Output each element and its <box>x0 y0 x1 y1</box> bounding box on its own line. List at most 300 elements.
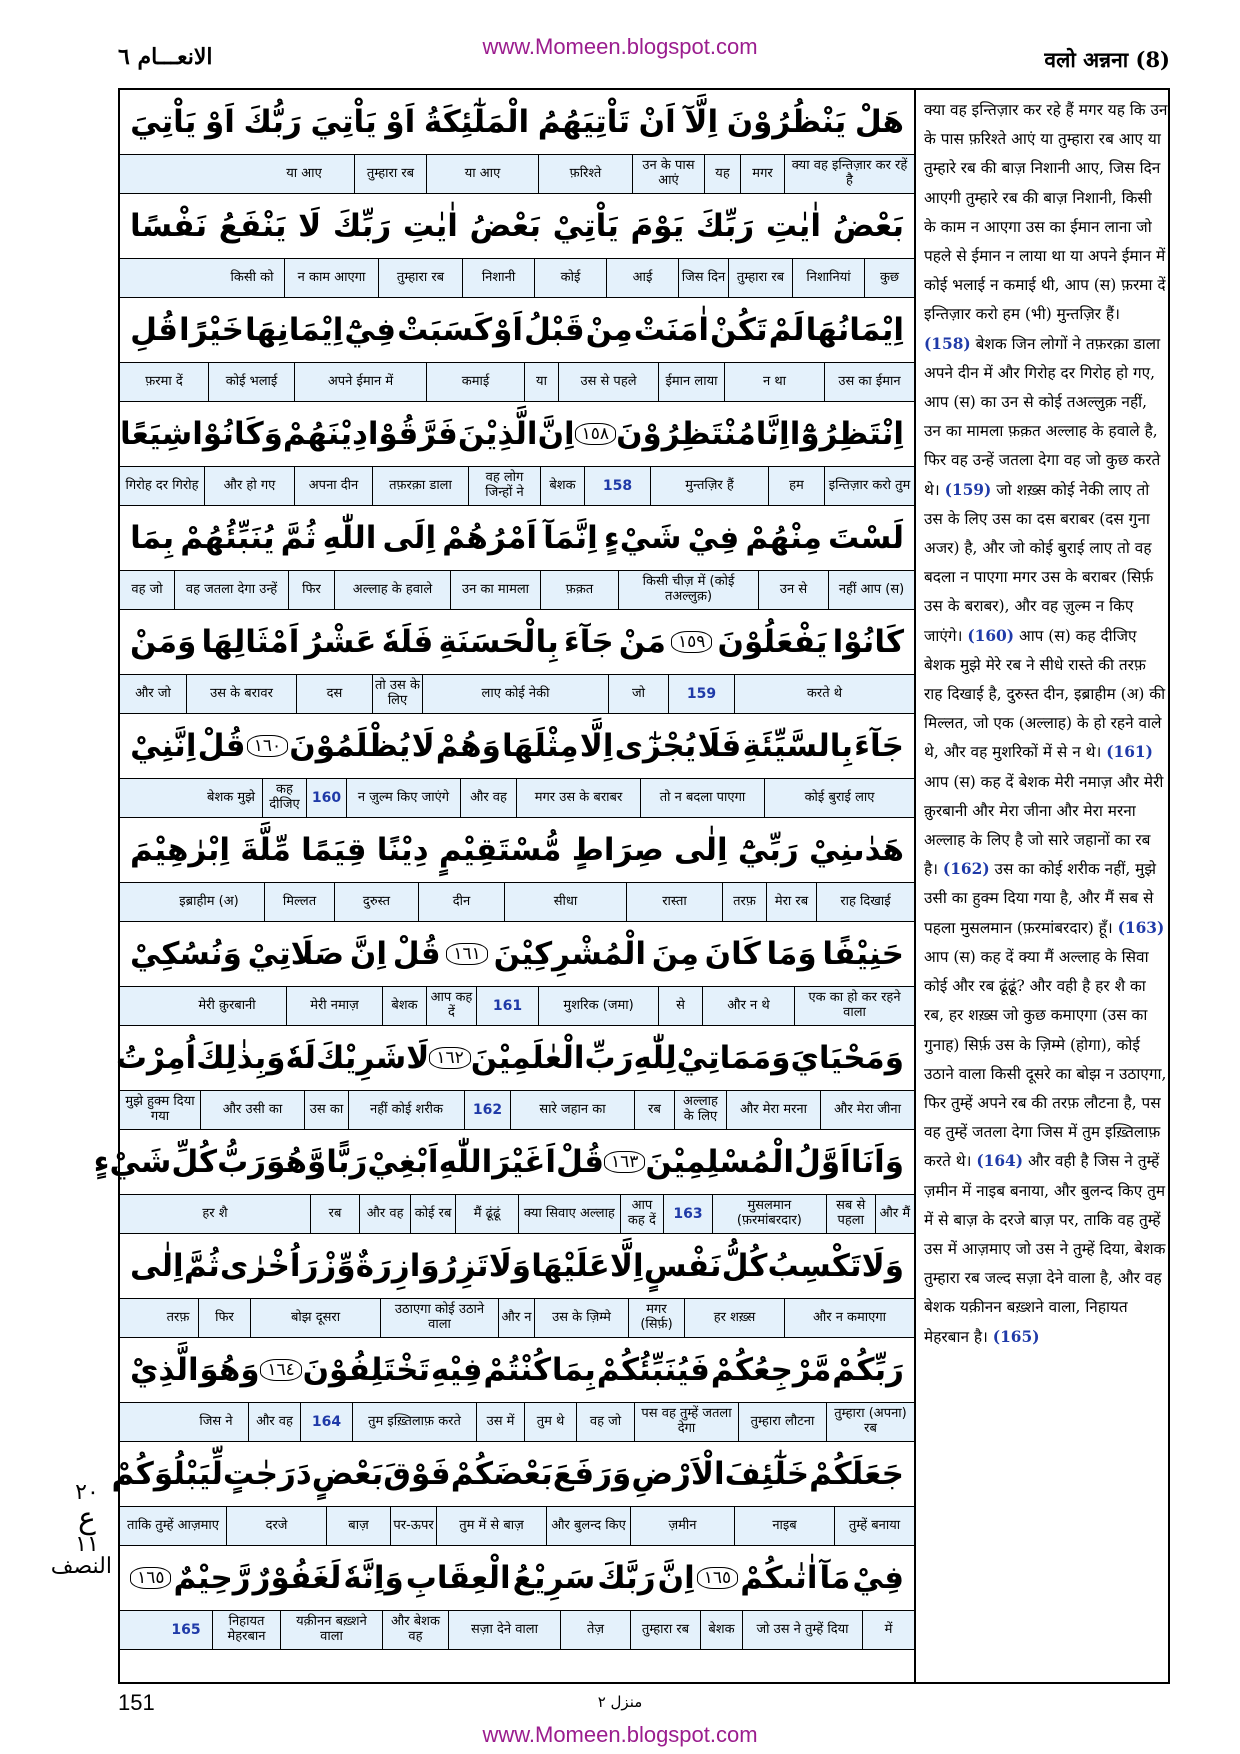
gloss-cell: और न कमाएगा <box>784 1299 914 1337</box>
gloss-cell: सज़ा देने वाला <box>448 1611 560 1649</box>
arabic-word: هَلْ <box>854 104 904 140</box>
gloss-cell: आई <box>606 259 678 297</box>
arabic-word: عَشْرُ <box>304 624 377 660</box>
ruku-count: ٢٠ <box>75 1480 99 1505</box>
ruku-sign: ع <box>78 1501 96 1536</box>
arabic-word: كَانَ <box>704 936 761 972</box>
gloss-cell: ज़मीन <box>630 1507 734 1545</box>
arabic-line <box>120 402 914 466</box>
gloss-cell: और मेरा जीना <box>820 1091 914 1129</box>
gloss-cell: अपना दीन <box>294 467 372 505</box>
arabic-word: اِبْرٰهِيْمَ <box>130 832 231 868</box>
arabic-word: مَآ <box>819 1560 851 1596</box>
arabic-word: دِيْنًا <box>376 832 429 868</box>
arabic-word: فَرَّقُوْا <box>367 416 458 452</box>
arabic-word: تَكُنْ <box>710 312 768 348</box>
arabic-line <box>120 90 914 154</box>
gloss-cell: उन का मामला <box>450 571 540 609</box>
column-divider <box>914 88 916 1684</box>
gloss-cell: तरफ़ <box>166 1309 190 1325</box>
gloss-cell: बाज़ <box>326 1507 390 1545</box>
gloss-cell: मगर (सिर्फ़) <box>628 1299 684 1337</box>
arabic-word: يَاْتِيَ <box>310 104 377 140</box>
arabic-word: جَآءَ <box>854 728 904 764</box>
arabic-word: لَسْتَ <box>827 520 904 556</box>
gloss-cell: तुम थे <box>524 1403 576 1441</box>
arabic-word: رَّحِيْمٌ <box>173 1560 251 1596</box>
arabic-word: بَعْضُ <box>469 208 541 244</box>
arabic-word: اُمِرْتُ <box>115 1040 197 1076</box>
gloss-cell: तो उस के लिए <box>372 675 422 713</box>
arabic-line <box>120 922 914 986</box>
gloss-cell: तुम्हारा लौटना <box>738 1403 826 1441</box>
arabic-word: اِيْمَانِهَا <box>244 312 344 348</box>
gloss-cell: एक का हो कर रहने वाला <box>794 987 914 1025</box>
arabic-word: اللّٰهِ <box>322 520 377 556</box>
gloss-cell: फिर <box>198 1299 250 1337</box>
gloss-row <box>120 1610 914 1650</box>
translation-ayah-number: (165) <box>992 1327 1040 1346</box>
arabic-word: وَكَانُوْا <box>192 416 283 452</box>
arabic-word: الْاَرْضِ <box>631 1456 725 1492</box>
arabic-word: اِنَّنِيْ <box>130 728 197 764</box>
gloss-row <box>120 154 914 194</box>
arabic-word: وَّهُوَ <box>266 1144 327 1180</box>
gloss-row <box>120 882 914 922</box>
gloss-cell: और वह <box>359 1195 410 1233</box>
translation-column <box>924 96 1168 1352</box>
gloss-cell: उस का ईमान <box>824 363 914 401</box>
arabic-word: تَاْتِيَهُمُ <box>537 104 631 140</box>
translation-verse: और वही है जिस ने तुम्हें ज़मीन में नाइब बनाया, और बुलन्द किए तुम में से बाज़ के दरजे बाज़ पर, ताकि वह तुम्हें उस में आज़माए जो उस ने तुम्हें दिया, बेशक तुम्हारा रब जल्द सज़ा देने वाला है, और वह बेशक यक़ीनन बख़्शने वाला, निहायत मेहरबान है। <box>924 1152 1166 1346</box>
arabic-word: بِالسَّيِّئَةِ <box>742 728 854 764</box>
arabic-word: لَا <box>406 1040 430 1076</box>
arabic-word: اِنَّمَآ <box>543 520 598 556</box>
arabic-word: لَغَفُوْرٌ <box>252 1560 342 1596</box>
gloss-cell: लाए कोई नेकी <box>422 675 608 713</box>
arabic-line <box>115 1026 914 1090</box>
arabic-word: يُظْلَمُوْنَ <box>289 728 411 764</box>
gloss-row <box>120 362 914 402</box>
arabic-word: تَكْسِبُ <box>767 1248 862 1284</box>
arabic-word: اِلَّآ <box>684 104 719 140</box>
arabic-word: مِثْلَهَا <box>502 728 579 764</box>
arabic-word: اَبْغِيْ <box>367 1144 439 1180</box>
arabic-word: رَبًّا <box>326 1144 368 1180</box>
arabic-word: اِلَّا <box>609 1248 644 1284</box>
ayah-number-mark: ١٦٥ <box>130 1567 171 1589</box>
gloss-cell: उठाएगा कोई उठाने वाला <box>380 1299 498 1337</box>
ayah-number-mark: ١٦٥ <box>697 1567 738 1589</box>
gloss-cell: सब से पहला <box>826 1195 875 1233</box>
arabic-word: اِلٰى <box>674 832 728 868</box>
arabic-word: صِرَاطٍ <box>571 832 664 868</box>
gloss-cell: वह जो <box>131 581 163 597</box>
arabic-word: اِنَّ <box>657 1560 695 1596</box>
gloss-cell: यह <box>704 155 740 193</box>
gloss-cell: मुन्तज़िर हैं <box>650 467 768 505</box>
gloss-cell: निशानियां <box>792 259 864 297</box>
arabic-word: قُلْ <box>197 728 246 764</box>
arabic-word: قِيَمًا <box>301 832 367 868</box>
arabic-word: اللّٰهِ <box>438 1144 493 1180</box>
arabic-word: رَبُّ <box>217 1144 267 1180</box>
arabic-word: مِنْهُمْ <box>745 520 822 556</box>
gloss-cell: फ़रमा दें <box>145 373 183 389</box>
gloss-cell: कोई <box>534 259 606 297</box>
arabic-word: اَوَّلُ <box>794 1144 851 1180</box>
arabic-word: فِيْهِ <box>430 1352 483 1388</box>
gloss-row <box>120 466 914 506</box>
arabic-line <box>120 818 914 882</box>
ayah-number-mark: ١٦٤ <box>260 1359 301 1381</box>
translation-ayah-number: (160) <box>967 626 1015 645</box>
ayah-number-mark: ١٦٢ <box>429 1047 470 1069</box>
arabic-word: دِيْنَهُمْ <box>282 416 368 452</box>
arabic-line <box>120 1234 914 1298</box>
gloss-cell: कोई रब <box>410 1195 455 1233</box>
gloss-row <box>120 1090 914 1130</box>
arabic-word: هَدٰىنِيْ <box>808 832 904 868</box>
arabic-word: اَغَيْرَ <box>492 1144 557 1180</box>
gloss-cell: ताकि तुम्हें आज़माए <box>127 1517 219 1533</box>
gloss-cell: में <box>862 1611 914 1649</box>
gloss-row <box>120 1194 914 1234</box>
para-title: वलो अन्नना (8) <box>1044 47 1170 72</box>
gloss-cell: तुम्हारा (अपना) रब <box>826 1403 914 1441</box>
translation-ayah-number: (164) <box>976 1152 1024 1171</box>
site-url-top[interactable]: www.Momeen.blogspot.com <box>482 34 758 59</box>
page-number: 151 <box>118 1690 155 1715</box>
gloss-cell: तुम में से बाज़ <box>436 1507 546 1545</box>
arabic-word: الْمُسْلِمِيْنَ <box>645 1144 795 1180</box>
arabic-word: بِمَا <box>130 520 175 556</box>
arabic-word: جَعَلَكُمْ <box>809 1456 904 1492</box>
arabic-word: اٰيٰتِ <box>765 208 821 244</box>
gloss-cell: नहीं कोई शरीक <box>348 1091 464 1129</box>
arabic-word: فَلَهٗ <box>381 624 434 660</box>
arabic-word: بَعْضَكُمْ <box>450 1456 553 1492</box>
gloss-cell: तुम्हारा रब <box>354 155 426 193</box>
arabic-word: مِنْ <box>585 312 633 348</box>
translation-ayah-number: (162) <box>942 860 990 879</box>
arabic-word: كُنْتُمْ <box>483 1352 552 1388</box>
gloss-cell: करते थे <box>734 675 914 713</box>
translation-verse: आप (स) कह दें क्या मैं अल्लाह के सिवा कोई और रब ढूंढूं? और वही है हर शै का रब, हर शख़्स जो कुछ कमाएगा (उस का गुनाह) सिर्फ़ उस के ज़िम्मे (होगा), कोई उठाने वाला किसी दूसरे का बोझ न उठाएगा, फिर तुम्हें अपने रब की तरफ़ लौटना है, पस वह तुम्हें जतला देगा जिस में तुम इख़्तिलाफ़ करते थे। <box>924 947 1167 1171</box>
arabic-line <box>120 506 914 570</box>
arabic-word: اَنْ <box>638 104 676 140</box>
arabic-word: فِيْ <box>852 1560 904 1596</box>
gloss-cell: दीन <box>418 883 504 921</box>
arabic-word: لِلّٰهِ <box>633 1040 677 1076</box>
gloss-cell: जो <box>608 675 668 713</box>
gloss-cell: मुझे हुक्म दिया गया <box>125 1094 195 1124</box>
arabic-line <box>120 298 914 362</box>
gloss-cell: और बुलन्द किए <box>546 1507 630 1545</box>
arabic-word: وَازِرَةٌ <box>355 1248 440 1284</box>
translation-verse: उस का कोई शरीक नहीं, मुझे उसी का हुक्म दिया गया है, और मैं सब से पहला मुसलमान (फ़रमांबरदार) हूँ। <box>924 860 1156 937</box>
arabic-line <box>120 1546 914 1610</box>
gloss-cell: कुछ <box>864 259 914 297</box>
arabic-word: مُّسْتَقِيْمٍ <box>438 832 562 868</box>
arabic-word: يَنْفَعُ <box>218 208 287 244</box>
arabic-word: كَسَبَتْ <box>397 312 493 348</box>
arabic-word: اِنَّ <box>349 936 387 972</box>
arabic-word: مِّلَّةَ <box>240 832 291 868</box>
gloss-cell: तुम्हारा रब <box>728 259 792 297</box>
arabic-word: اٰمَنَتْ <box>633 312 710 348</box>
gloss-cell: मुशरिक (जमा) <box>538 987 658 1025</box>
gloss-cell: इन्तिज़ार करो तुम <box>824 467 914 505</box>
arabic-word: حَنِيْفًا <box>822 936 904 972</box>
arabic-word: اٰتٰىكُمْ <box>740 1560 818 1596</box>
arabic-word: وَهُوَ <box>199 1352 260 1388</box>
arabic-word: يَاْتِيَ <box>130 104 197 140</box>
arabic-word: دَرَجٰتٍ <box>222 1456 312 1492</box>
gloss-cell: आप कह दें <box>426 987 476 1025</box>
surah-title: الانعـــام ٦ <box>118 44 213 70</box>
gloss-cell: आप कह दें <box>620 1195 663 1233</box>
gloss-cell: उस से पहले <box>558 363 658 401</box>
arabic-word: قُلْ <box>392 936 441 972</box>
arabic-word: اٰيٰتِ <box>402 208 458 244</box>
arabic-word: شَرِيْكَ <box>315 1040 407 1076</box>
arabic-word: بِالْحَسَنَةِ <box>438 624 559 660</box>
gloss-cell: किसी चीज़ में (कोई तअल्लुक़) <box>618 571 758 609</box>
arabic-word: وَمَنْ <box>130 624 197 660</box>
gloss-row <box>120 258 914 298</box>
gloss-cell: न काम आएगा <box>284 259 378 297</box>
gloss-cell: पस वह तुम्हें जतला देगा <box>634 1403 738 1441</box>
gloss-cell: अपने ईमान में <box>294 363 426 401</box>
gloss-cell: बोझ दूसरा <box>250 1299 380 1337</box>
arabic-word: فِيْٓ <box>344 312 397 348</box>
gloss-cell: इब्राहीम (अ) <box>179 893 239 909</box>
ayah-number-mark: ١٦١ <box>446 943 487 965</box>
gloss-cell: तुम्हारा रब <box>630 1611 700 1649</box>
gloss-ayah-number: 162 <box>464 1091 510 1129</box>
gloss-cell: क्या वह इन्तिज़ार कर रहें है <box>784 155 914 193</box>
gloss-ayah-number: 164 <box>300 1403 352 1441</box>
arabic-word: مَّرْجِعُكُمْ <box>710 1352 832 1388</box>
gloss-cell: उस के बरावर <box>186 675 296 713</box>
arabic-word: لَهٗ <box>285 1040 316 1076</box>
gloss-cell: फ़क़त <box>540 571 618 609</box>
gloss-cell: जो उस ने तुम्हें दिया <box>742 1611 862 1649</box>
arabic-word: وَاَنَا <box>850 1144 904 1180</box>
gloss-cell: या <box>524 363 558 401</box>
arabic-word: وَنُسُكِيْ <box>130 936 242 972</box>
arabic-word: اِلَى <box>382 520 437 556</box>
gloss-cell: मेरी नमाज़ <box>286 987 382 1025</box>
gloss-cell: हम <box>768 467 824 505</box>
arabic-word: وَمَحْيَايَ <box>790 1040 904 1076</box>
gloss-cell: और मेरा मरना <box>726 1091 820 1129</box>
arabic-word: اَمْثَالِهَا <box>201 624 300 660</box>
gloss-cell: दस <box>296 675 372 713</box>
gloss-cell: या आए <box>286 165 322 181</box>
arabic-word: وَبِذٰلِكَ <box>196 1040 286 1076</box>
gloss-cell: कमाई <box>426 363 524 401</box>
gloss-cell: फिर <box>288 571 334 609</box>
gloss-row <box>120 1298 914 1338</box>
gloss-cell: बेशक <box>382 987 426 1025</box>
gloss-row <box>120 570 914 610</box>
gloss-cell: नाइब <box>734 1507 834 1545</box>
translation-verse: बेशक जिन लोगों ने तफ़रक़ा डाला अपने दीन में और गिरोह दर गिरोह हो गए, आप (स) का उन से कोई तअल्लुक़ नहीं, उन का मामला फ़क़त अल्लाह के हवाले है, फिर वह उन्हें जतला देगा वह जो कुछ करते थे। <box>924 334 1161 499</box>
gloss-cell: नहीं आप (स) <box>828 571 914 609</box>
translation-verse: आप (स) कह दीजिए बेशक मुझे मेरे रब ने सीधे रास्ते की तरफ़ राह दिखाई है, दुरुस्त दीन, इब्राहीम (अ) की मिल्लत, जो एक (अल्लाह) के हो रहने वाले थे, और वह मुशरिकों में से न थे। <box>924 626 1166 762</box>
gloss-cell: अल्लाह के लिए <box>674 1091 726 1129</box>
arabic-word: الْعٰلَمِيْنَ <box>470 1040 585 1076</box>
gloss-cell: दरजे <box>226 1507 326 1545</box>
arabic-word: شَيْءٍ <box>93 1144 172 1180</box>
arabic-word: يُجْزٰٓى <box>614 728 697 764</box>
gloss-cell: रब <box>310 1195 359 1233</box>
gloss-cell: न ज़ुल्म किए जाएंगे <box>346 779 460 817</box>
arabic-word: اِنْتَظِرُوْٓا <box>789 416 904 452</box>
gloss-cell: क्या सिवाए अल्लाह <box>518 1195 620 1233</box>
arabic-word: يُنَبِّئُهُمْ <box>180 520 275 556</box>
gloss-cell: और मैं <box>875 1195 914 1233</box>
gloss-cell: वह जतला देगा उन्हें <box>174 571 288 609</box>
gloss-cell: बेशक मुझे <box>207 789 255 805</box>
gloss-cell: रास्ता <box>626 883 722 921</box>
arabic-word: يَفْعَلُوْنَ <box>717 624 828 660</box>
gloss-cell: मैं ढूंढूं <box>455 1195 518 1233</box>
gloss-cell: या आए <box>426 155 538 193</box>
arabic-line <box>120 194 914 258</box>
word-by-word-column <box>93 90 914 1650</box>
arabic-word: صَلَاتِيْ <box>247 936 345 972</box>
gloss-cell: फ़रिश्ते <box>538 155 632 193</box>
gloss-cell: जिस दिन <box>678 259 728 297</box>
ruku-number: ١١ <box>75 1532 99 1557</box>
arabic-word: مَنْ <box>618 624 666 660</box>
gloss-cell: तुम्हारा रब <box>378 259 462 297</box>
ayah-number-mark: ١٦٠ <box>247 735 288 757</box>
gloss-cell: राह दिखाई <box>816 883 914 921</box>
arabic-word: وَرَفَعَ <box>552 1456 632 1492</box>
translation-text <box>924 96 1168 1352</box>
gloss-cell: तरफ़ <box>722 883 766 921</box>
gloss-cell: और बेशक वह <box>382 1611 448 1649</box>
arabic-word: اَوْ <box>493 312 524 348</box>
arabic-word: رَبِّكَ <box>332 208 392 244</box>
arabic-word: تَزِرُ <box>439 1248 489 1284</box>
arabic-word: رَبِّكُمْ <box>832 1352 904 1388</box>
arabic-word: يَوْمَ <box>630 208 685 244</box>
arabic-word: كَانُوْا <box>832 624 904 660</box>
gloss-cell: जिस ने <box>199 1413 233 1429</box>
gloss-ayah-number: 163 <box>663 1195 712 1233</box>
arabic-word: وَمَا <box>766 936 817 972</box>
gloss-cell: कोई भलाई <box>208 363 294 401</box>
arabic-word: ثُمَّ <box>183 1248 220 1284</box>
gloss-cell: पर-ऊपर <box>390 1507 436 1545</box>
arabic-line <box>120 610 914 674</box>
gloss-cell: हर शख़्स <box>684 1299 784 1337</box>
arabic-word: خَلٰٓئِفَ <box>724 1456 810 1492</box>
arabic-word: عَلَيْهَا <box>531 1248 610 1284</box>
arabic-word: قُلْ <box>556 1144 605 1180</box>
gloss-cell: और उसी का <box>200 1091 304 1129</box>
arabic-word: لَمْ <box>768 312 805 348</box>
gloss-cell: निहायत मेहरबान <box>212 1611 280 1649</box>
arabic-word: اِيْمَانُهَا <box>805 312 904 348</box>
site-url-bottom[interactable]: www.Momeen.blogspot.com <box>482 1722 758 1747</box>
gloss-cell: तुम इख़्तिलाफ़ करते <box>352 1403 476 1441</box>
arabic-word: وَلَا <box>488 1248 532 1284</box>
gloss-cell: रब <box>634 1091 674 1129</box>
gloss-cell: मेरा रब <box>766 883 816 921</box>
gloss-cell: तो न बदला पाएगा <box>640 779 764 817</box>
arabic-line <box>93 1130 914 1194</box>
arabic-word: قُلِ <box>130 312 179 348</box>
gloss-cell: हर शै <box>202 1205 228 1221</box>
arabic-word: رَبِّ <box>584 1040 634 1076</box>
gloss-cell: उस का <box>304 1091 348 1129</box>
arabic-word: لَا <box>411 728 435 764</box>
gloss-ayah-number: 161 <box>476 987 538 1025</box>
gloss-row <box>120 1402 914 1442</box>
arabic-word: رَبِّيْٓ <box>737 832 799 868</box>
gloss-cell: तुम्हें बनाया <box>834 1507 914 1545</box>
arabic-word: الَّذِيْ <box>130 1352 199 1388</box>
gloss-row <box>120 986 914 1026</box>
arabic-word: اِنَّ <box>537 416 575 452</box>
translation-ayah-number: (161) <box>1106 743 1153 762</box>
translation-verse: क्या वह इन्तिज़ार कर रहे हैं मगर यह कि उन के पास फ़रिश्ते आएं या तुम्हारा रब आए या तुम्हारे रब की बाज़ निशानी आए, जिस दिन आएगी तुम्हारे रब की बाज़ निशानी, किसी के काम न आएगा उस का ईमान लाना जो पहले से ईमान न लाया था या अपने ईमान में कोई भलाई न कमाई थी, आप (स) फ़रमा दें इन्तिज़ार करो हम (भी) मुन्तज़िर हैं। <box>924 101 1168 324</box>
arabic-word: اُخْرٰى <box>219 1248 301 1284</box>
gloss-cell: और न थे <box>702 987 794 1025</box>
arabic-line <box>120 1338 914 1402</box>
gloss-cell: और हो गए <box>204 467 294 505</box>
gloss-cell: से <box>658 987 702 1025</box>
arabic-line <box>111 1442 914 1506</box>
arabic-word: خَيْرًا <box>179 312 244 348</box>
gloss-cell: कोई बुराई लाए <box>764 779 914 817</box>
arabic-word: لِّيَبْلُوَكُمْ <box>111 1456 223 1492</box>
arabic-word: وَلَا <box>861 1248 904 1284</box>
ayah-number-mark: ١٥٩ <box>671 631 712 653</box>
arabic-word: تَخْتَلِفُوْنَ <box>302 1352 431 1388</box>
arabic-word: يَنْظُرُوْنَ <box>726 104 847 140</box>
gloss-cell: अल्लाह के हवाले <box>334 571 450 609</box>
gloss-cell: वह लोग जिन्हों ने <box>468 467 540 505</box>
gloss-cell: उस के ज़िम्मे <box>534 1299 628 1337</box>
ruku-side: النصف <box>50 1554 112 1579</box>
gloss-cell: दुरुस्त <box>334 883 418 921</box>
arabic-word: وَاِنَّهٗ <box>343 1560 404 1596</box>
arabic-word: اِلٰى <box>130 1248 184 1284</box>
gloss-cell: बेशक <box>700 1611 742 1649</box>
gloss-cell: और वह <box>460 779 516 817</box>
arabic-line <box>120 714 914 778</box>
gloss-ayah-number: 165 <box>171 1621 201 1638</box>
gloss-cell: मेरी क़ुरबानी <box>198 997 256 1013</box>
arabic-word: بَعْضٍ <box>311 1456 384 1492</box>
translation-ayah-number: (158) <box>924 334 971 353</box>
arabic-word: اَمْرُهُمْ <box>442 520 538 556</box>
ayah-number-mark: ١٥٨ <box>575 423 616 445</box>
translation-verse: जो शख़्स कोई नेकी लाए तो उस के लिए उस का दस बराबर (दस गुना अजर) है, और जो कोई बुराई लाए तो वह बदला न पाएगा मगर उस के बराबर (सिर्फ़ उस के बराबर), और वह ज़ुल्म न किए जाएंगे। <box>924 480 1154 645</box>
gloss-cell: मिल्लत <box>264 883 334 921</box>
gloss-cell: उन के पास आएं <box>632 155 704 193</box>
gloss-cell: तफ़रक़ा डाला <box>372 467 468 505</box>
gloss-cell: न था <box>724 363 824 401</box>
arabic-word: سَرِيْعُ <box>512 1560 596 1596</box>
